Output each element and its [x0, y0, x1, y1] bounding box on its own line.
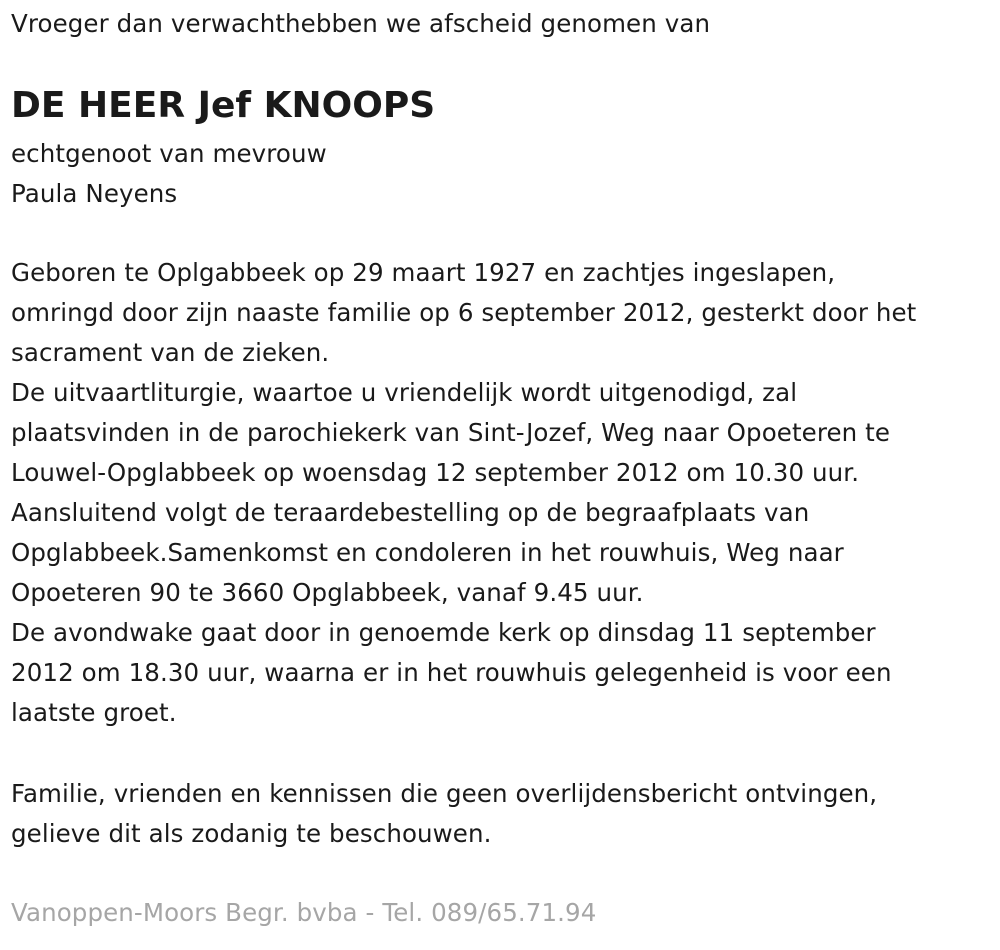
body-line: Aansluitend volgt de teraardebestelling op de begraafplaats van: [11, 498, 810, 527]
body-line: plaatsvinden in de parochiekerk van Sint-Jozef, Weg naar Opoeteren te: [11, 418, 891, 447]
body-line: omringd door zijn naaste familie op 6 september 2012, gesterkt door het: [11, 298, 917, 327]
body-line: sacrament van de zieken.: [11, 338, 330, 367]
deceased-name: DE HEER Jef KNOOPS: [11, 85, 436, 126]
body-line: 2012 om 18.30 uur, waarna er in het rouwhuis gelegenheid is voor een: [11, 658, 892, 687]
body-line: De avondwake gaat door in genoemde kerk op dinsdag 11 september: [11, 618, 876, 647]
spouse-label: echtgenoot van mevrouw: [11, 139, 327, 168]
body-line: De uitvaartliturgie, waartoe u vriendelijk wordt uitgenodigd, zal: [11, 378, 798, 407]
closing-line: gelieve dit als zodanig te beschouwen.: [11, 819, 492, 848]
closing-line: Familie, vrienden en kennissen die geen overlijdensbericht ontvingen,: [11, 779, 878, 808]
undertaker-footer: Vanoppen-Moors Begr. bvba - Tel. 089/65.71.94: [11, 898, 597, 927]
body-line: laatste groet.: [11, 698, 177, 727]
body-line: Geboren te Oplgabbeek op 29 maart 1927 en zachtjes ingeslapen,: [11, 258, 836, 287]
spouse-name: Paula Neyens: [11, 179, 178, 208]
intro-text: Vroeger dan verwachthebben we afscheid genomen van: [11, 9, 711, 38]
body-line: Opoeteren 90 te 3660 Opglabbeek, vanaf 9.45 uur.: [11, 578, 644, 607]
body-line: Opglabbeek.Samenkomst en condoleren in het rouwhuis, Weg naar: [11, 538, 844, 567]
body-line: Louwel-Opglabbeek op woensdag 12 september 2012 om 10.30 uur.: [11, 458, 860, 487]
